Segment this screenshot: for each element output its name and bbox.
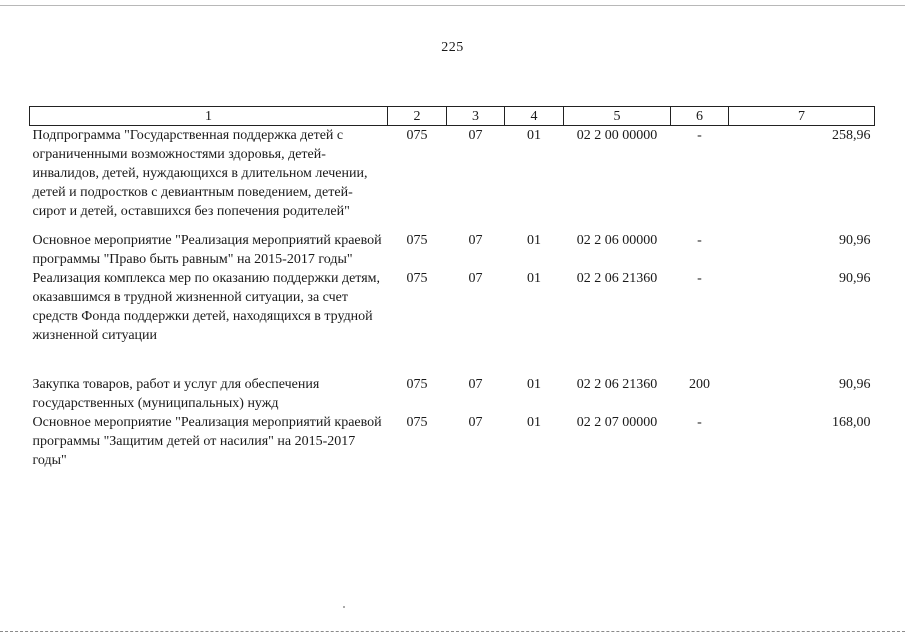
row-sum: 168,00: [832, 415, 871, 430]
row-rz: 07: [468, 271, 483, 286]
row-csr: 02 2 06 21360: [576, 377, 658, 392]
table-row: [30, 413, 875, 470]
row-pr: 01: [527, 415, 541, 430]
row-ved: 075: [406, 271, 428, 286]
table-row: [30, 126, 875, 232]
table-header-row: [30, 107, 875, 126]
row-csr: 02 2 06 00000: [576, 233, 658, 248]
row-vr: -: [697, 271, 702, 286]
row-rz: 07: [468, 377, 483, 392]
row-vr: -: [697, 233, 702, 248]
row-name: Реализация комплекса мер по оказанию поддержки детям, оказавшимся в трудной жизненной ситуации, за счет средств Фонда поддержки детей, находящихся в трудной жизненной ситуации: [32, 271, 381, 343]
row-sum: 258,96: [832, 128, 871, 143]
table-row: [30, 231, 875, 269]
scan-edge-top: [0, 5, 905, 6]
row-csr: 02 2 06 21360: [576, 271, 658, 286]
table-row: [30, 269, 875, 375]
row-sum: 90,96: [839, 233, 871, 248]
budget-table: [29, 106, 875, 470]
column-header: 6: [671, 107, 729, 126]
row-csr: 02 2 07 00000: [576, 415, 658, 430]
column-header: 5: [564, 107, 671, 126]
row-sum: 90,96: [839, 377, 871, 392]
row-rz: 07: [468, 233, 483, 248]
table-row: [30, 375, 875, 413]
row-sum: 90,96: [839, 271, 871, 286]
row-pr: 01: [527, 233, 541, 248]
row-pr: 01: [527, 128, 541, 143]
row-vr: -: [697, 128, 702, 143]
row-vr: -: [697, 415, 702, 430]
scan-edge-bottom: [0, 631, 905, 632]
row-name: Подпрограмма "Государственная поддержка детей с ограниченными возможностями здоровья, детей-инвалидов, детей, нуждающихся в длительном лечении, детей и подростков с девиантным поведением, детей-сирот и детей, оставшихся без попечения родителей": [32, 128, 368, 219]
column-header: 1: [30, 107, 388, 126]
column-header: 4: [505, 107, 564, 126]
row-rz: 07: [468, 415, 483, 430]
row-pr: 01: [527, 271, 541, 286]
page-number: 225: [441, 40, 464, 55]
row-csr: 02 2 00 00000: [576, 128, 658, 143]
row-name: Основное мероприятие "Реализация мероприятий краевой программы "Защитим детей от насилия" на 2015-2017 годы": [32, 415, 382, 468]
row-vr: 200: [689, 377, 710, 392]
row-ved: 075: [406, 128, 428, 143]
row-rz: 07: [468, 128, 483, 143]
column-header: 7: [729, 107, 875, 126]
row-ved: 075: [406, 377, 428, 392]
row-pr: 01: [527, 377, 541, 392]
row-ved: 075: [406, 415, 428, 430]
column-header: 2: [388, 107, 447, 126]
row-name: Основное мероприятие "Реализация мероприятий краевой программы "Право быть равным" на 2015-2017 годы": [32, 233, 382, 267]
row-name: Закупка товаров, работ и услуг для обеспечения государственных (муниципальных) нужд: [32, 377, 320, 411]
column-header: 3: [447, 107, 505, 126]
scan-speck: [343, 606, 345, 608]
row-ved: 075: [406, 233, 428, 248]
